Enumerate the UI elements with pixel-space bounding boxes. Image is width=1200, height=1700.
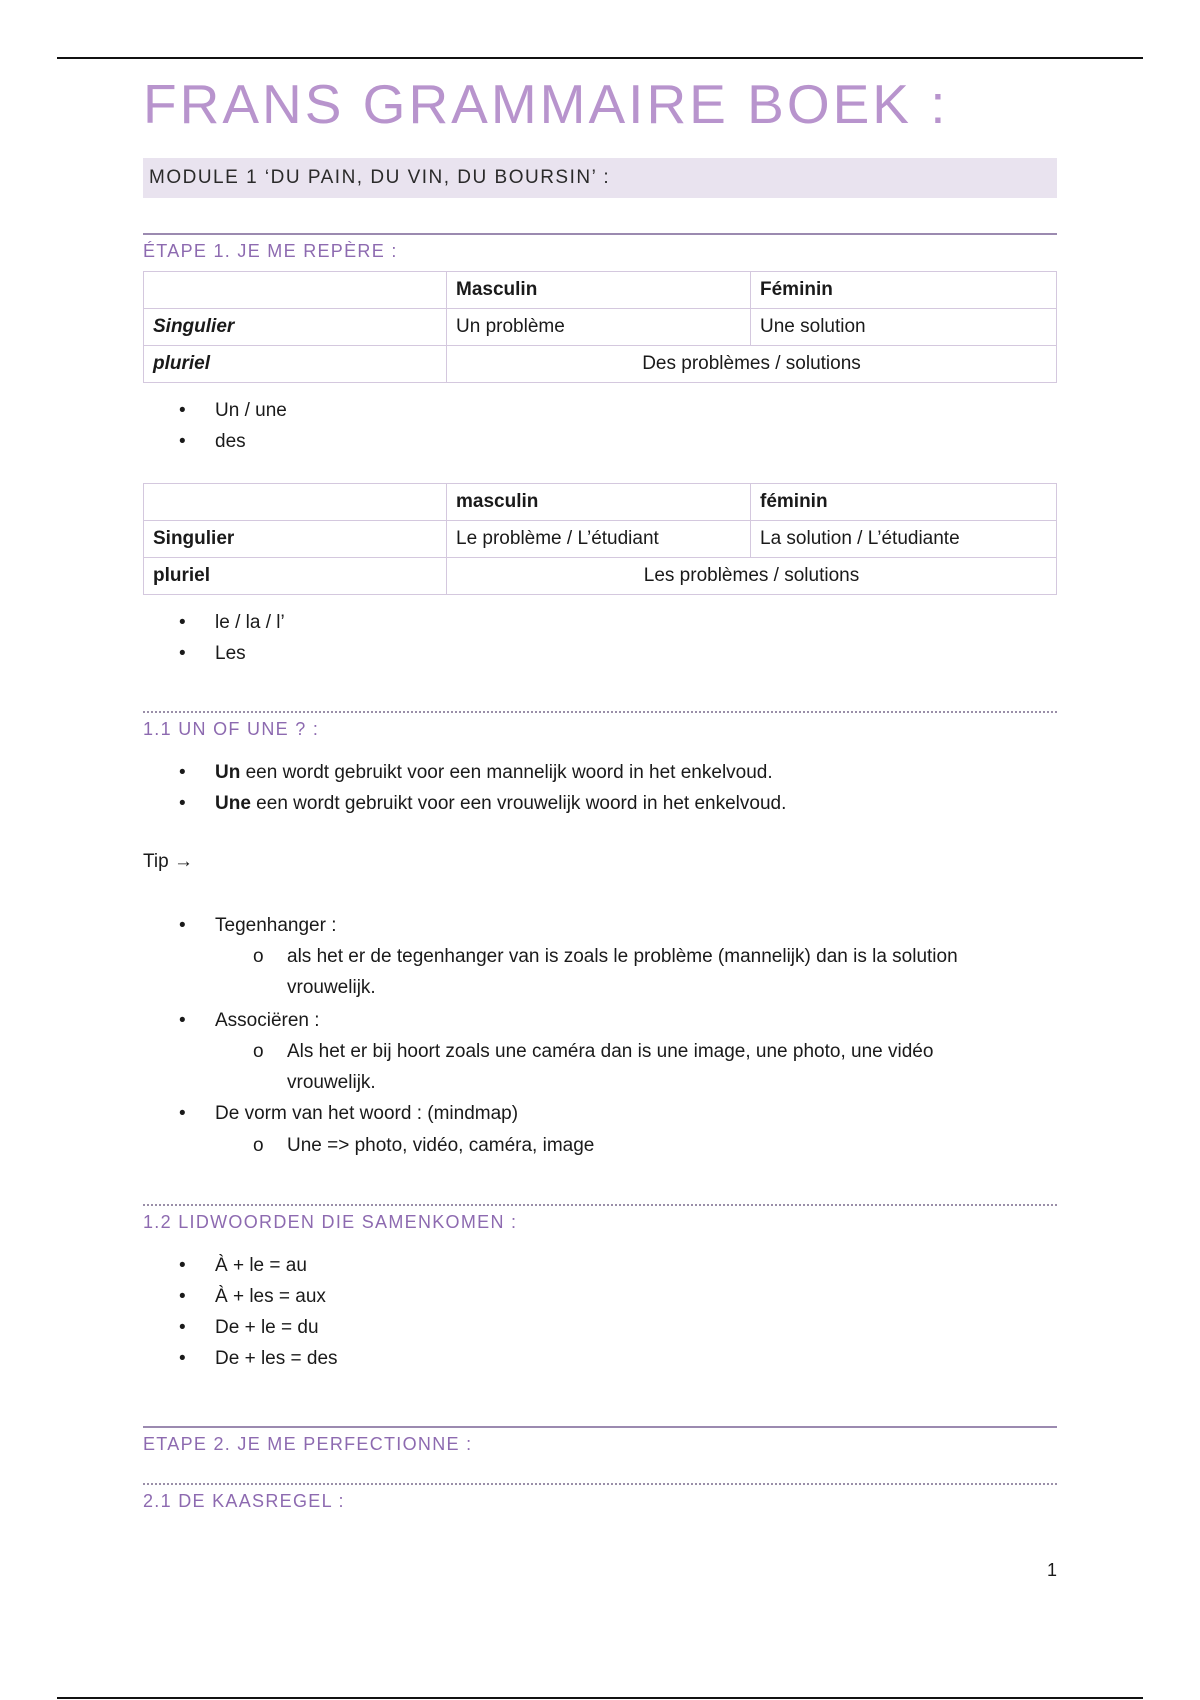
section-heading-2-1: 2.1 DE KAASREGEL : [143, 1483, 1057, 1512]
bullet-list [143, 607, 285, 669]
table-row [144, 521, 1057, 558]
table-header-masculin: Masculin [447, 272, 751, 309]
table-cell: Une solution [751, 309, 1057, 346]
table-cell: Le problème / L’étudiant [447, 521, 751, 558]
table-cell: Les problèmes / solutions [447, 558, 1057, 595]
section-heading-etape1: ÉTAPE 1. JE ME REPÈRE : [143, 233, 1057, 262]
sub-list-text: Als het er bij hoort zoals une caméra dan is une image, une photo, une vidéo [287, 1041, 934, 1062]
list-item: • De + le = du [143, 1312, 338, 1343]
sub-list [143, 1130, 594, 1161]
table-header-feminin: Féminin [751, 272, 1057, 309]
sub-list-text: als het er de tegenhanger van is zoals le problème (mannelijk) dan is la solution [287, 946, 958, 967]
table-row [144, 346, 1057, 383]
sub-list-continuation: vrouwelijk. [287, 977, 376, 998]
list-item: • De + les = des [143, 1343, 338, 1374]
list-item [143, 757, 786, 788]
bold-term: Une [215, 793, 251, 814]
row-label-pluriel: pluriel [144, 346, 447, 383]
sub-marker: o [253, 1135, 264, 1156]
tip-label: Tip → [143, 851, 193, 872]
table-header-feminin: féminin [751, 484, 1057, 521]
sub-list-item [143, 1036, 933, 1067]
bold-term: Un [215, 762, 241, 783]
table-indefinite-articles [143, 271, 1057, 383]
bullet-list [143, 910, 337, 941]
list-item: • le / la / l’ [143, 607, 285, 638]
list-item: • À + les = aux [143, 1281, 338, 1312]
page-number: 1 [1046, 1560, 1057, 1580]
list-item: • À + le = au [143, 1250, 338, 1281]
table-cell: Des problèmes / solutions [447, 346, 1057, 383]
footer-rule [57, 1697, 1143, 1699]
document-title: FRANS GRAMMAIRE BOEK : [143, 73, 949, 135]
sub-list-item [143, 1130, 594, 1161]
table-cell [144, 272, 447, 309]
section-heading-1-1: 1.1 UN OF UNE ? : [143, 711, 1057, 740]
sub-marker: o [253, 946, 264, 967]
bullet-list [143, 757, 786, 819]
table-cell [144, 484, 447, 521]
module-heading: MODULE 1 ‘DU PAIN, DU VIN, DU BOURSIN’ : [143, 158, 1057, 198]
bullet-list [143, 1250, 338, 1374]
bullet-list [143, 1005, 320, 1036]
sub-list-continuation: vrouwelijk. [287, 1072, 376, 1093]
sub-list-text: Une => photo, vidéo, caméra, image [287, 1135, 595, 1156]
table-row [144, 484, 1057, 521]
sub-marker: o [253, 1041, 264, 1062]
list-item: • De vorm van het woord : (mindmap) [143, 1098, 518, 1129]
list-item: • Associëren : [143, 1005, 320, 1036]
list-item: • Un / une [143, 395, 287, 426]
row-label-singulier: Singulier [144, 309, 447, 346]
table-cell: Un problème [447, 309, 751, 346]
list-item: • des [143, 426, 287, 457]
section-heading-etape2: ETAPE 2. JE ME PERFECTIONNE : [143, 1426, 1057, 1455]
row-label-singulier: Singulier [144, 521, 447, 558]
table-cell: La solution / L’étudiante [751, 521, 1057, 558]
header-rule [57, 57, 1143, 59]
sub-list-item [143, 941, 958, 972]
bullet-list [143, 1098, 518, 1129]
list-item-text: een wordt gebruikt voor een vrouwelijk woord in het enkelvoud. [250, 793, 787, 814]
row-label-pluriel: pluriel [144, 558, 447, 595]
list-item [143, 788, 786, 819]
table-row [144, 309, 1057, 346]
sub-list [143, 941, 958, 1003]
section-heading-1-2: 1.2 LIDWOORDEN DIE SAMENKOMEN : [143, 1204, 1057, 1233]
bullet-list [143, 395, 287, 457]
table-header-masculin: masculin [447, 484, 751, 521]
table-definite-articles [143, 483, 1057, 595]
table-row [144, 272, 1057, 309]
list-item: • Les [143, 638, 285, 669]
list-item-text: een wordt gebruikt voor een mannelijk woord in het enkelvoud. [240, 762, 773, 783]
sub-list [143, 1036, 933, 1098]
table-row [144, 558, 1057, 595]
list-item: • Tegenhanger : [143, 910, 337, 941]
